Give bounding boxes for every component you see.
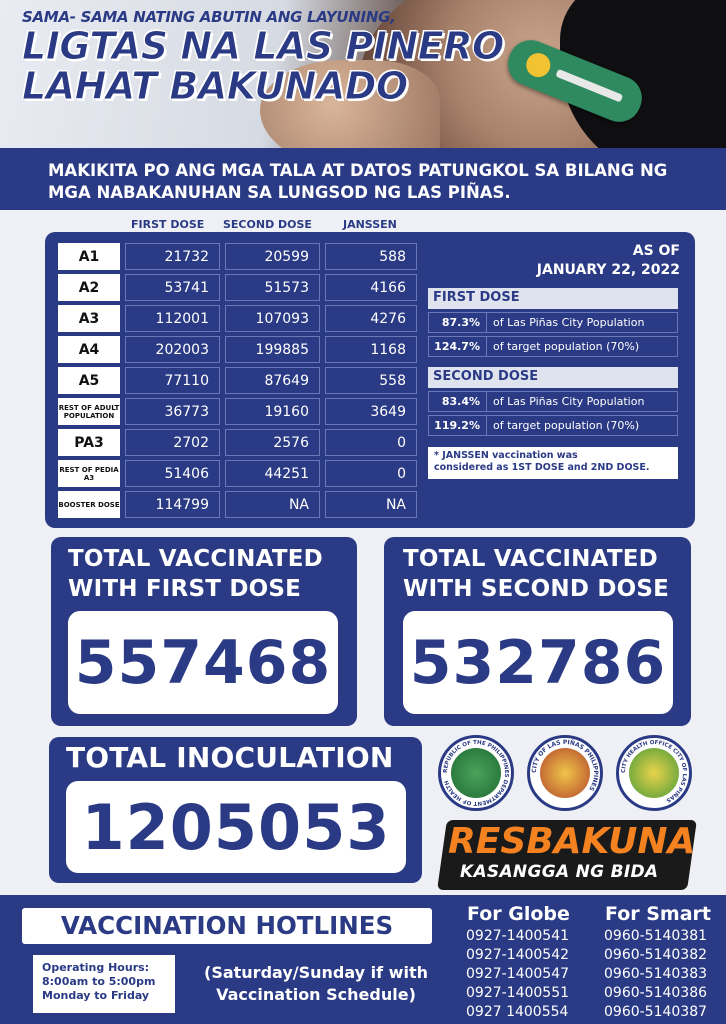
first-dose-target-row <box>428 336 678 357</box>
cell-second: NA <box>225 491 320 518</box>
cell-janssen: 4276 <box>325 305 417 332</box>
cell-first: 77110 <box>125 367 220 394</box>
second-dose-title: SECOND DOSE <box>428 367 678 388</box>
cell-janssen: 588 <box>325 243 417 270</box>
las-pinas-seal-text <box>527 735 603 811</box>
cell-second: 199885 <box>225 336 320 363</box>
cell-first: 112001 <box>125 305 220 332</box>
total-first-value: 557468 <box>74 627 332 698</box>
city-health-office-seal-text <box>616 735 692 811</box>
row-label: A2 <box>58 274 120 301</box>
row-label: BOOSTER DOSE <box>58 491 120 518</box>
globe-numbers <box>466 927 569 1022</box>
cell-first: 114799 <box>125 491 220 518</box>
svg-text:REPUBLIC OF THE PHILIPPINES DE: REPUBLIC OF THE PHILIPPINES DEPARTMENT OF HEALTH <box>442 739 510 807</box>
hero-title-line2: LAHAT BAKUNADO <box>22 64 408 108</box>
cell-janssen: 0 <box>325 429 417 456</box>
intro-line2: MGA NABAKANUHAN SA LUNGSOD NG LAS PIÑAS. <box>48 183 511 202</box>
row-label: REST OF PEDIA A3 <box>58 460 120 487</box>
as-of-date: JANUARY 22, 2022 <box>536 262 680 278</box>
smart-number[interactable]: 0960-5140381 <box>604 928 708 944</box>
smart-number[interactable]: 0960-5140382 <box>604 947 708 963</box>
cell-janssen: NA <box>325 491 417 518</box>
cell-second: 87649 <box>225 367 320 394</box>
city-health-office-seal-icon <box>616 735 692 811</box>
janssen-note <box>428 447 678 479</box>
second-dose-city-row <box>428 391 678 412</box>
second-dose-target-pct: 119.2% <box>429 416 487 435</box>
total-first-value-box <box>68 611 338 714</box>
janssen-note-line1: * JANSSEN vaccination was <box>434 450 578 461</box>
cell-first: 2702 <box>125 429 220 456</box>
row-label: A5 <box>58 367 120 394</box>
svg-text:CITY HEALTH OFFICE CITY OF LAS: CITY HEALTH OFFICE CITY OF LAS PIÑAS <box>620 739 688 803</box>
total-inoculation-value: 1205053 <box>81 790 391 864</box>
row-label: PA3 <box>58 429 120 456</box>
total-inoculation-label: TOTAL INOCULATION <box>66 741 394 774</box>
cell-janssen: 4166 <box>325 274 417 301</box>
intro-line1: MAKIKITA PO ANG MGA TALA AT DATOS PATUNGKOL SA BILANG NG <box>48 161 668 180</box>
second-dose-target-row <box>428 415 678 436</box>
weekend-schedule <box>186 962 446 1006</box>
cell-first: 51406 <box>125 460 220 487</box>
first-dose-title: FIRST DOSE <box>428 288 678 309</box>
cell-second: 20599 <box>225 243 320 270</box>
hero-banner <box>0 0 726 148</box>
total-inoculation-value-box <box>66 781 406 873</box>
first-dose-city-desc: of Las Piñas City Population <box>493 316 645 329</box>
doh-seal-icon <box>438 735 514 811</box>
second-dose-target-desc: of target population (70%) <box>493 419 640 432</box>
col-head-janssen: JANSSEN <box>343 218 397 231</box>
first-dose-target-pct: 124.7% <box>429 337 487 356</box>
svg-text:CITY OF LAS PIÑAS PHILIPPINES: CITY OF LAS PIÑAS PHILIPPINES <box>530 738 600 792</box>
hotlines-title: VACCINATION HOTLINES <box>22 908 432 944</box>
as-of-label: AS OF <box>632 243 680 259</box>
globe-number[interactable]: 0927-1400541 <box>466 928 570 944</box>
cell-second: 19160 <box>225 398 320 425</box>
total-second-value-box <box>403 611 673 714</box>
row-label: REST OF ADULT POPULATION <box>58 398 120 425</box>
total-second-label <box>403 544 669 604</box>
total-first-label-line1: TOTAL VACCINATED <box>68 546 323 572</box>
hours-line1: Operating Hours: <box>42 961 150 974</box>
hero-title-line1: LIGTAS NA LAS PINERO <box>22 24 504 68</box>
globe-number[interactable]: 0927-1400551 <box>466 985 570 1001</box>
first-dose-city-pct: 87.3% <box>429 313 487 332</box>
sched-line2: Vaccination Schedule) <box>216 985 416 1004</box>
col-head-second: SECOND DOSE <box>223 218 312 231</box>
janssen-note-line2: considered as 1ST DOSE and 2ND DOSE. <box>434 462 650 473</box>
row-label: A3 <box>58 305 120 332</box>
cell-second: 44251 <box>225 460 320 487</box>
hero-text <box>22 8 504 106</box>
cell-janssen: 1168 <box>325 336 417 363</box>
globe-number[interactable]: 0927-1400542 <box>466 947 570 963</box>
smart-number[interactable]: 0960-5140387 <box>604 1004 708 1020</box>
total-second-label-line1: TOTAL VACCINATED <box>403 546 658 572</box>
cell-first: 53741 <box>125 274 220 301</box>
cell-first: 202003 <box>125 336 220 363</box>
globe-heading: For Globe <box>467 903 570 925</box>
cell-janssen: 558 <box>325 367 417 394</box>
total-second-label-line2: WITH SECOND DOSE <box>403 576 670 602</box>
cell-second: 107093 <box>225 305 320 332</box>
hero-tagline: SAMA- SAMA NATING ABUTIN ANG LAYUNING, <box>22 8 396 26</box>
col-head-first: FIRST DOSE <box>131 218 205 231</box>
resbakuna-tagline: KASANGGA NG BIDA <box>460 862 659 882</box>
data-panel <box>45 232 695 528</box>
globe-number[interactable]: 0927-1400547 <box>466 966 570 982</box>
cell-second: 2576 <box>225 429 320 456</box>
smart-heading: For Smart <box>605 903 712 925</box>
total-first-label <box>68 544 323 604</box>
hours-line3: Monday to Friday <box>42 989 150 1002</box>
second-dose-city-pct: 83.4% <box>429 392 487 411</box>
hours-line2: 8:00am to 5:00pm <box>42 975 156 988</box>
cell-janssen: 3649 <box>325 398 417 425</box>
first-dose-target-desc: of target population (70%) <box>493 340 640 353</box>
cell-first: 36773 <box>125 398 220 425</box>
cell-janssen: 0 <box>325 460 417 487</box>
row-label: A4 <box>58 336 120 363</box>
operating-hours <box>33 955 175 1013</box>
total-second-value: 532786 <box>409 627 667 698</box>
sched-line1: (Saturday/Sunday if with <box>204 963 428 982</box>
smart-number[interactable]: 0960-5140383 <box>604 966 708 982</box>
las-pinas-seal-icon <box>527 735 603 811</box>
second-dose-city-desc: of Las Piñas City Population <box>493 395 645 408</box>
cell-first: 21732 <box>125 243 220 270</box>
smart-number[interactable]: 0960-5140386 <box>604 985 708 1001</box>
doh-seal-text <box>438 735 514 811</box>
first-dose-city-row <box>428 312 678 333</box>
intro-text <box>0 148 726 210</box>
cell-second: 51573 <box>225 274 320 301</box>
row-label: A1 <box>58 243 120 270</box>
resbakuna-word: RESBAKUNA <box>448 821 696 862</box>
globe-number[interactable]: 0927 1400554 <box>466 1004 569 1020</box>
total-first-label-line2: WITH FIRST DOSE <box>68 576 302 602</box>
smart-numbers <box>604 927 707 1022</box>
as-of <box>485 242 680 280</box>
